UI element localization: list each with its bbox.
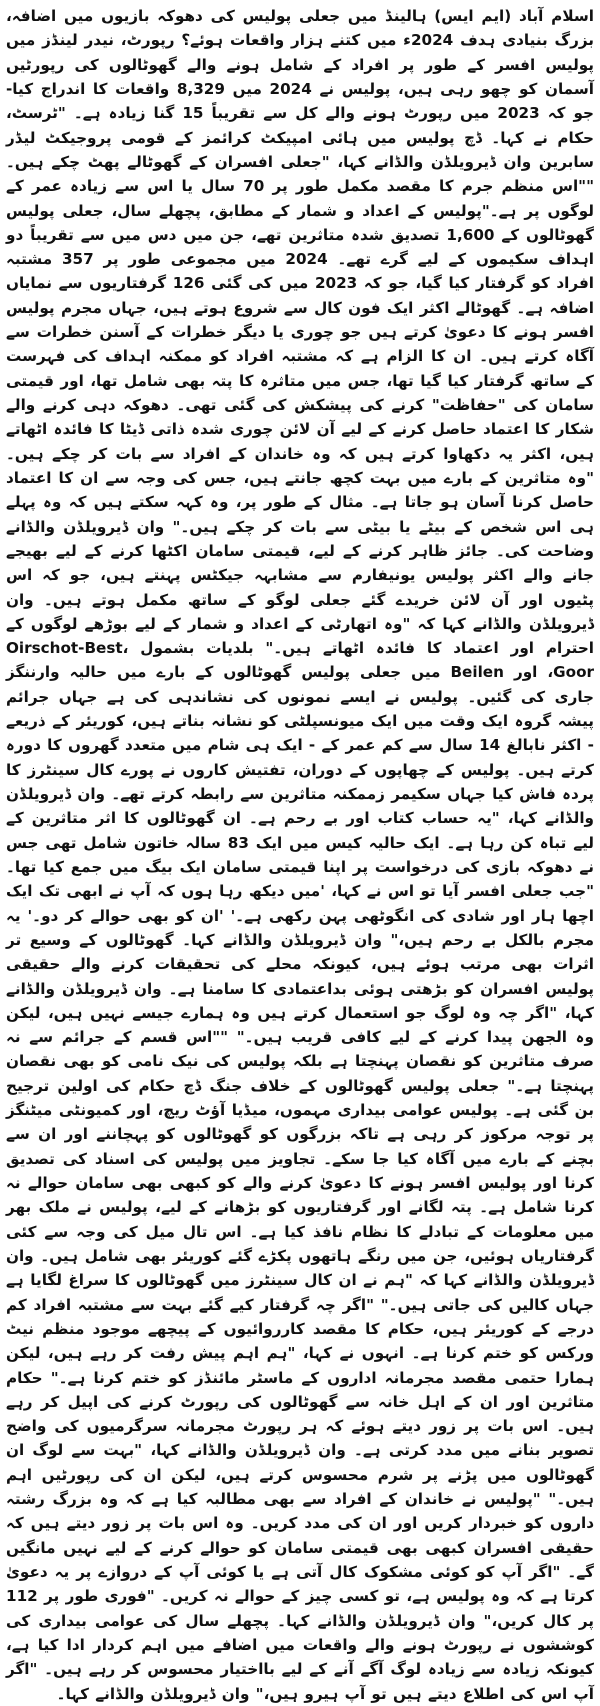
article-body-text: اسلام آباد (ایم ایس) ہالینڈ میں جعلی پولیس کی دھوکہ بازیوں میں اضافہ، بزرگ بنیادی ہدف 2024ء میں کتنے ہزار واقعات ہوئے؟ رپورٹ، نیدر لینڈز میں پولیس افسر کے طور پر افراد کے شامل ہونے والے گھوٹالوں کی رپورٹیں آسمان کو چھو رہی ہیں، پولیس نے 2024 میں 8,329 واقعات کا اندراج کیا- جو کہ 2023 میں رپورٹ ہونے والے کل سے تقریباً 15 گنا زیادہ ہے۔ "ٹرسٹ، حکام نے کہا۔ ڈچ پولیس میں ہائی امپیکٹ کرائمز کے قومی پروجیکٹ لیڈر سابرین وان ڈیرویلڈن والڈانے کہا، "جعلی افسران کے گھوٹالے پھٹ چکے ہیں۔ ""اس منظم جرم کا مقصد مکمل طور پر 70 سال یا اس سے زیادہ عمر کے لوگوں پر ہے۔"پولیس کے اعداد و شمار کے مطابق، پچھلے سال، جعلی پولیس گھوٹالوں کے 1,600 تصدیق شدہ متاثرین تھے، جن میں دس میں سے تقریباً دو اہداف سکیموں کے لیے گرے تھے۔ 2024 میں مجموعی طور پر 357 مشتبہ افراد کو گرفتار کیا گیا، جو کہ 2023 میں کی گئی 126 گرفتاریوں سے نمایاں اضافہ ہے۔ گھوٹالے اکثر ایک فون کال سے شروع ہوتے ہیں، جہاں مجرم پولیس افسر ہونے کا دعویٰ کرتے ہیں جو چوری یا دیگر خطرات کے آسنن خطرات سے آگاہ کرتے ہیں۔ ان کا الزام ہے کہ مشتبہ افراد کو ممکنہ اہداف کی فہرست کے ساتھ گرفتار کیا گیا تھا، جس میں متاثرہ کا پتہ بھی شامل تھا، اور قیمتی سامان کی "حفاظت" کرنے کی پیشکش کی گئی تھی۔ دھوکہ دہی کرنے والے شکار کا اعتماد حاصل کرنے کے لیے آن لائن چوری شدہ ذاتی ڈیٹا کا فائدہ اٹھاتے ہیں، اکثر یہ دکھاوا کرتے ہیں کہ وہ خاندان کے افراد سے بات کر چکے ہیں۔ "وہ متاثرین کے بارے میں بہت کچھ جانتے ہیں، جس کی وجہ سے ان کا اعتماد حاصل کرنا آسان ہو جاتا ہے۔ مثال کے طور پر، وہ کہہ سکتے ہیں کہ وہ پہلے ہی اس شخص کے بیٹے یا بیٹی سے بات کر چکے ہیں۔" وان ڈیرویلڈن والڈانے وضاحت کی۔ جائز ظاہر کرنے کے لیے، قیمتی سامان اکٹھا کرنے کے لیے بھیجے جانے والے اکثر پولیس یونیفارم سے مشابہہ جیکٹس پہنتے ہیں، جو کہ اس پٹیوں اور آن لائن خریدے گئے جعلی لوگو کے ساتھ مکمل ہوتے ہیں۔ وان ڈیرویلڈن والڈانے کہا کہ "وہ اتھارٹی کے اعداد و شمار کے لیے بوڑھے لوگوں کے احترام اور اعتماد کا فائدہ اٹھاتے ہیں۔" بلدیات بشمول Oirschot-Best، Goor، اور Beilen میں جعلی پولیس گھوٹالوں کے بارے میں حالیہ وارننگز جاری کی گئیں۔ پولیس نے ایسے نمونوں کی نشاندہی کی ہے جہاں جرائم پیشہ گروہ ایک وقت میں ایک میونسپلٹی کو نشانہ بناتے ہیں، کوریئر کے ذریعے - اکثر نابالغ 14 سال سے کم عمر کے - ایک ہی شام میں متعدد گھروں کا دورہ کرتے ہیں۔ پولیس کے چھاپوں کے دوران، تفتیش کاروں نے پورے کال سینٹرز کا پردہ فاش کیا جہاں سکیمر زممکنہ متاثرین سے رابطہ کرتے تھے۔ وان ڈیرویلڈن والڈانے کہا، "یہ حساب کتاب اور بے رحم ہے۔ ان گھوٹالوں کا اثر متاثرین کے لیے تباہ کن رہا ہے۔ ایک حالیہ کیس میں ایک 83 سالہ خاتون شامل تھی جس نے دھوکہ بازی کی درخواست پر اپنا قیمتی سامان ایک بیگ میں جمع کیا تھا۔ "جب جعلی افسر آیا تو اس نے کہا، 'میں دیکھ رہا ہوں کہ آپ نے ابھی تک ایک اچھا ہار اور شادی کی انگوٹھی پہن رکھی ہے۔' 'ان کو بھی حوالے کر دو۔' یہ مجرم بالکل بے رحم ہیں،" وان ڈیرویلڈن والڈانے کہا۔ گھوٹالوں کے وسیع تر اثرات بھی مرتب ہوئے ہیں، کیونکہ محلے کی تحقیقات کرنے والے حقیقی پولیس افسران کو بڑھتی ہوئی بداعتمادی کا سامنا ہے۔ وان ڈیرویلڈن والڈانے کہا، "اگر چہ وہ لوگ جو استعمال کرتے ہیں وہ ہمارے جیسے نہیں ہیں، لیکن وہ الجھن پیدا کرنے کے لیے کافی قریب ہیں۔" ""اس قسم کے جرائم سے نہ صرف متاثرین کو نقصان پہنچتا ہے بلکہ پولیس کی نیک نامی کو بھی نقصان پہنچتا ہے۔" جعلی پولیس گھوٹالوں کے خلاف جنگ ڈچ حکام کی اولین ترجیح بن گئی ہے۔ پولیس عوامی بیداری مہموں، میڈیا آؤٹ ریچ، اور کمیونٹی میٹنگز پر توجہ مرکوز کر رہی ہے تاکہ بزرگوں کو گھوٹالوں کو پہچاننے اور ان سے بچنے کے بارے میں آگاہ کیا جا سکے۔ تجاویز میں پولیس کی اسناد کی تصدیق کرنا اور پولیس افسر ہونے کا دعویٰ کرنے والے کو کبھی بھی سامان حوالے نہ کرنا شامل ہے۔ پتہ لگانے اور گرفتاریوں کو بڑھانے کے لیے، پولیس نے ملک بھر میں معلومات کے تبادلے کا نظام نافذ کیا ہے۔ اس تال میل کی وجہ سے کئی گرفتاریاں ہوئیں، جن میں رنگے ہاتھوں پکڑے گئے کوریئر بھی شامل ہیں۔ وان ڈیرویلڈن والڈانے کہا کہ "ہم نے ان کال سینٹرز میں گھوٹالوں کا سراغ لگایا ہے جہاں کالیں کی جاتی ہیں۔" "اگر چہ گرفتار کیے گئے بہت سے مشتبہ افراد کم درجے کے کوریئر ہیں، حکام کا مقصد کارروائیوں کے پیچھے موجود منظم نیٹ ورکس کو ختم کرنا ہے۔ انہوں نے کہا، "ہم اہم پیش رفت کر رہے ہیں، لیکن ہمارا حتمی مقصد مجرمانہ اداروں کے ماسٹر مائنڈز کو ختم کرنا ہے۔" حکام متاثرین اور ان کے اہل خانہ سے گھوٹالوں کی رپورٹ کرنے کی اپیل کر رہے ہیں۔ اس بات پر زور دیتے ہوئے کہ ہر رپورٹ مجرمانہ سرگرمیوں کی واضح تصویر بنانے میں مدد کرتی ہے۔ وان ڈیرویلڈن والڈانے کہا، "بہت سے لوگ ان گھوٹالوں میں پڑنے پر شرم محسوس کرتے ہیں، لیکن ان کی رپورٹیں اہم ہیں۔" "پولیس نے خاندان کے افراد سے بھی مطالبہ کیا ہے کہ وہ بزرگ رشتہ داروں کو خبردار کریں اور ان کی مدد کریں۔ وہ اس بات پر زور دیتے ہیں کہ حقیقی افسران کبھی بھی قیمتی سامان کو حوالے کرنے کے لیے نہیں مانگیں گے۔ "اگر آپ کو کوئی مشکوک کال آتی ہے یا کوئی آپ کے دروازے پر یہ دعویٰ کرتا ہے کہ وہ پولیس ہے، تو کسی چیز کے حوالے نہ کریں۔ "فوری طور پر 112 پر کال کریں،" وان ڈیرویلڈن والڈانے کہا۔ پچھلے سال کی عوامی بیداری کی کوششوں نے رپورٹ ہونے والے واقعات میں اضافے میں اہم کردار ادا کیا ہے، کیونکہ زیادہ سے زیادہ لوگ آگے آنے کے لیے بااختیار محسوس کر رہے ہیں۔ "اگر آپ اس کی اطلاع دیتے ہیں تو آپ ہیرو ہیں،" وان ڈیرویلڈن والڈانے کہا۔ [6, 7, 595, 1703]
